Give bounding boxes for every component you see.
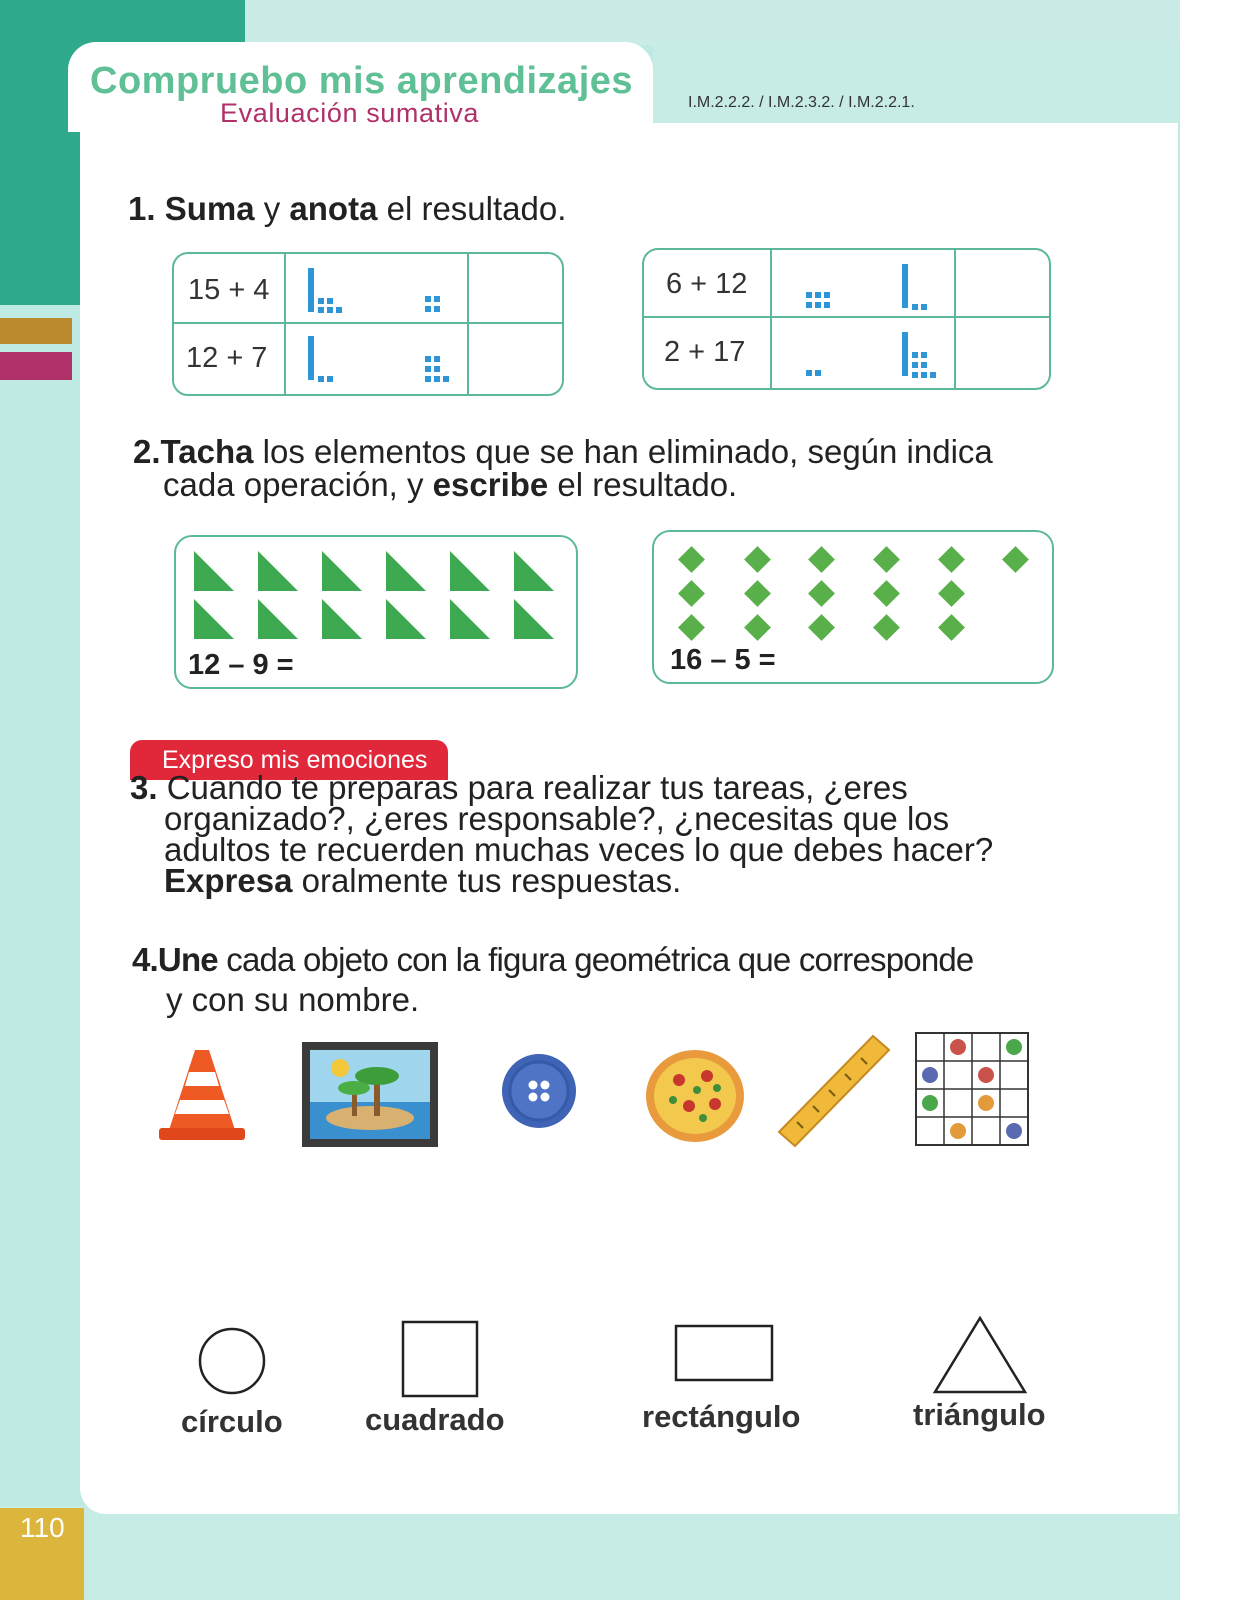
triangle-item bbox=[322, 551, 362, 591]
divider bbox=[174, 322, 562, 324]
divider bbox=[954, 250, 956, 388]
triangles-box bbox=[174, 535, 578, 689]
diamond-item bbox=[873, 580, 900, 607]
unit-block bbox=[806, 302, 812, 308]
keyword: Suma bbox=[164, 190, 255, 227]
divider bbox=[467, 254, 469, 394]
subtraction-expression: 16 – 5 = bbox=[670, 644, 776, 676]
unit-block bbox=[425, 306, 431, 312]
unit-block bbox=[824, 302, 830, 308]
decor-pale-strip bbox=[245, 0, 1181, 45]
diamond-item bbox=[873, 614, 900, 641]
rectangle-shape bbox=[674, 1324, 774, 1382]
unit-block bbox=[434, 366, 440, 372]
page-title: Compruebo mis aprendizajes bbox=[90, 60, 634, 102]
ten-block bbox=[308, 268, 314, 312]
triangle-item bbox=[194, 551, 234, 591]
diamond-item bbox=[808, 614, 835, 641]
text: organizado?, ¿eres responsable?, ¿necesitas que los bbox=[164, 800, 950, 837]
addition-expression: 6 + 12 bbox=[666, 268, 748, 300]
page-subtitle: Evaluación sumativa bbox=[220, 98, 480, 128]
emotions-tag-label: Expreso mis emociones bbox=[162, 746, 428, 774]
unit-block bbox=[921, 362, 927, 368]
unit-block bbox=[912, 304, 918, 310]
text: el resultado. bbox=[377, 190, 567, 227]
question-3 bbox=[130, 769, 1055, 899]
diamond-item bbox=[938, 580, 965, 607]
text: cada objeto con la figura geométrica que corresponde bbox=[217, 941, 974, 978]
keyword: Expresa bbox=[164, 862, 293, 899]
divider bbox=[644, 316, 1049, 318]
triangle-item bbox=[194, 599, 234, 639]
unit-block bbox=[434, 296, 440, 302]
page-number: 110 bbox=[20, 1512, 65, 1543]
diamond-item bbox=[873, 546, 900, 573]
keyword: escribe bbox=[432, 466, 549, 503]
unit-block bbox=[336, 307, 342, 313]
addition-expression: 15 + 4 bbox=[188, 274, 270, 306]
diamond-item bbox=[1002, 546, 1029, 573]
unit-block bbox=[425, 296, 431, 302]
unit-block bbox=[806, 292, 812, 298]
question-4 bbox=[132, 940, 974, 1020]
diamond-item bbox=[678, 580, 705, 607]
unit-block bbox=[824, 292, 830, 298]
keyword: anota bbox=[289, 190, 378, 227]
text: oralmente tus respuestas. bbox=[292, 862, 682, 899]
ruler-icon bbox=[775, 1030, 893, 1152]
unit-block bbox=[318, 298, 324, 304]
decor-gold-band bbox=[0, 318, 72, 344]
unit-block bbox=[318, 307, 324, 313]
unit-block bbox=[425, 376, 431, 382]
indicator-codes: I.M.2.2.2. / I.M.2.3.2. / I.M.2.2.1. bbox=[688, 94, 915, 111]
shape-label-triangle: triángulo bbox=[913, 1397, 1046, 1432]
text: adultos te recuerden muchas veces lo que debes hacer? bbox=[164, 831, 994, 868]
shape-label-square: cuadrado bbox=[365, 1402, 505, 1437]
shape-label-rectangle: rectángulo bbox=[642, 1399, 801, 1434]
triangle-item bbox=[450, 551, 490, 591]
triangle-item bbox=[514, 599, 554, 639]
diamond-item bbox=[678, 546, 705, 573]
addition-table-right bbox=[642, 248, 1051, 390]
triangle-shape bbox=[932, 1315, 1028, 1395]
unit-block bbox=[921, 372, 927, 378]
question-number: 3. bbox=[130, 769, 158, 806]
question-number: 2. bbox=[133, 433, 161, 470]
addition-expression: 12 + 7 bbox=[186, 342, 268, 374]
keyword: Tacha bbox=[160, 433, 254, 470]
shape-label-circle: círculo bbox=[181, 1404, 283, 1439]
unit-block bbox=[921, 352, 927, 358]
circle-shape bbox=[196, 1325, 268, 1397]
unit-block bbox=[434, 376, 440, 382]
question-number: 1. bbox=[128, 190, 156, 227]
diamond-item bbox=[678, 614, 705, 641]
diamond-item bbox=[938, 614, 965, 641]
ten-block bbox=[902, 332, 908, 376]
unit-block bbox=[912, 352, 918, 358]
text: Cuando te preparas para realizar tus tareas, ¿eres bbox=[166, 769, 908, 806]
divider bbox=[284, 254, 286, 394]
decor-bottom-strip bbox=[0, 1506, 1180, 1600]
text: y con su nombre. bbox=[166, 981, 420, 1018]
unit-block bbox=[930, 372, 936, 378]
text: cada operación, y bbox=[163, 466, 433, 503]
diamond-item bbox=[808, 546, 835, 573]
unit-block bbox=[425, 366, 431, 372]
diamonds-box bbox=[652, 530, 1054, 684]
unit-block bbox=[912, 362, 918, 368]
unit-block bbox=[912, 372, 918, 378]
diamond-item bbox=[744, 546, 771, 573]
unit-block bbox=[921, 304, 927, 310]
unit-block bbox=[318, 376, 324, 382]
subtraction-expression: 12 – 9 = bbox=[188, 649, 294, 681]
addition-expression: 2 + 17 bbox=[664, 336, 746, 368]
unit-block bbox=[815, 302, 821, 308]
addition-table-left bbox=[172, 252, 564, 396]
triangle-item bbox=[450, 599, 490, 639]
square-shape bbox=[401, 1320, 479, 1398]
triangle-item bbox=[258, 599, 298, 639]
button-icon bbox=[500, 1052, 578, 1130]
triangle-item bbox=[322, 599, 362, 639]
triangle-item bbox=[386, 599, 426, 639]
triangle-item bbox=[386, 551, 426, 591]
question-number: 4. bbox=[132, 941, 158, 978]
unit-block bbox=[327, 376, 333, 382]
unit-block bbox=[443, 376, 449, 382]
unit-block bbox=[815, 292, 821, 298]
triangle-item bbox=[514, 551, 554, 591]
keyword: Une bbox=[157, 941, 218, 978]
unit-block bbox=[806, 370, 812, 376]
unit-block bbox=[425, 356, 431, 362]
unit-block bbox=[815, 370, 821, 376]
pizza-icon bbox=[645, 1048, 745, 1144]
unit-block bbox=[327, 307, 333, 313]
text: los elementos que se han eliminado, según indica bbox=[253, 433, 993, 470]
framed-island-picture-icon bbox=[302, 1042, 438, 1147]
page-right-margin bbox=[1180, 0, 1236, 1600]
diamond-item bbox=[744, 580, 771, 607]
ten-block bbox=[902, 264, 908, 308]
question-2 bbox=[133, 435, 993, 501]
divider bbox=[770, 250, 772, 388]
unit-block bbox=[434, 306, 440, 312]
diamond-item bbox=[808, 580, 835, 607]
traffic-cone-icon bbox=[155, 1040, 250, 1145]
text: y bbox=[254, 190, 290, 227]
diamond-item bbox=[938, 546, 965, 573]
triangle-item bbox=[258, 551, 298, 591]
ten-block bbox=[308, 336, 314, 380]
unit-block bbox=[434, 356, 440, 362]
text: el resultado. bbox=[548, 466, 738, 503]
decor-magenta-band bbox=[0, 352, 72, 380]
question-1 bbox=[128, 192, 566, 225]
diamond-item bbox=[744, 614, 771, 641]
grid-board-icon bbox=[915, 1032, 1029, 1146]
unit-block bbox=[327, 298, 333, 304]
